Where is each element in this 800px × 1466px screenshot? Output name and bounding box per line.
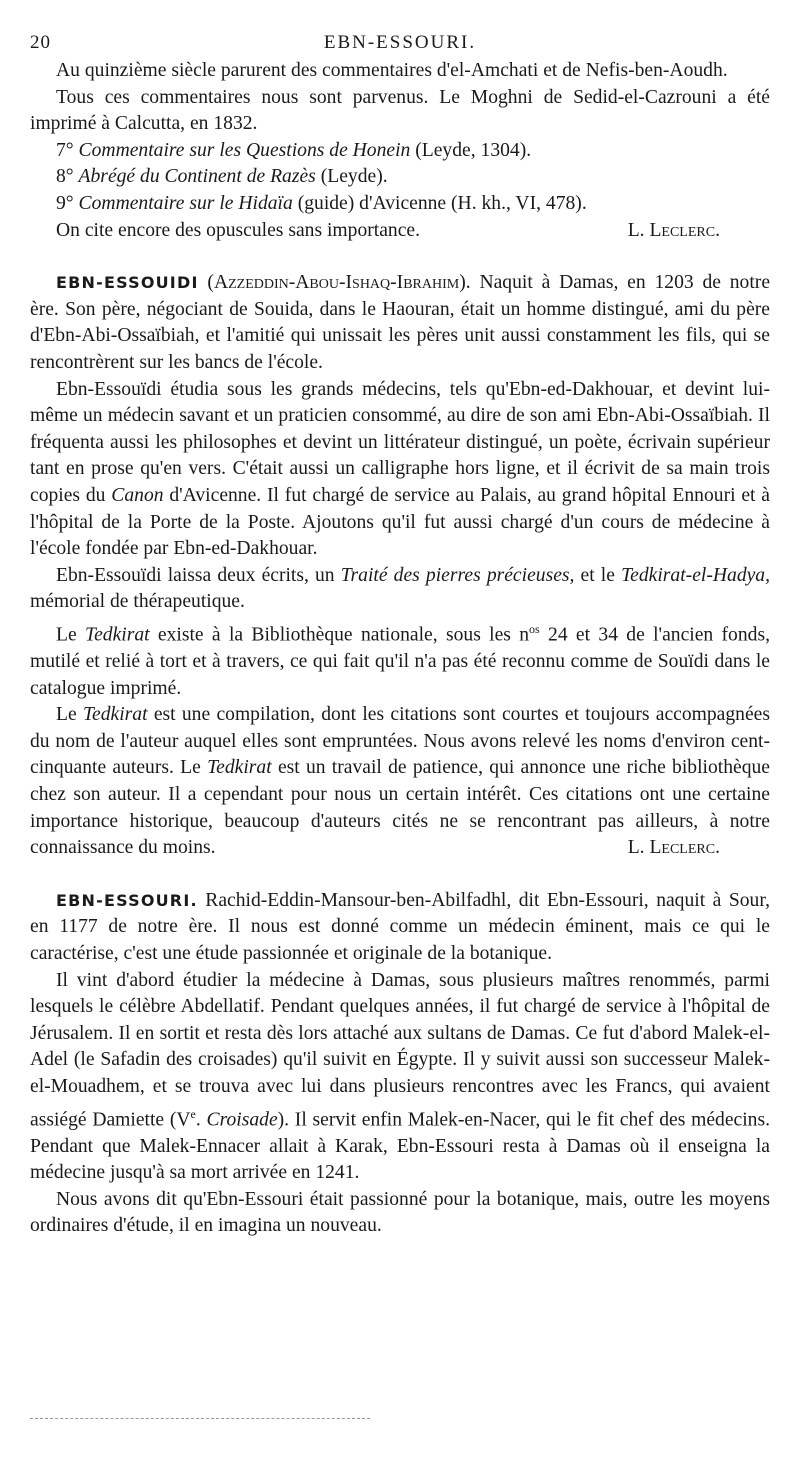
text-run: 24 et 34 de l'ancien fonds, mutilé et relié à tort et à travers, ce qui fait qu'il n'a pas été reconnu comme de Souïdi dans le catalogue imprimé. [30, 624, 770, 699]
paragraph [30, 968, 770, 1187]
superscript: e [190, 1106, 196, 1121]
paragraph: Rachid-Eddin-Mansour-ben-Abilfadhl, dit Ebn-Essouri, naquit à Sour, en 1177 de notre ère. Il nous est donné comme un médecin éminent, mais ce qui le caractérise, c'est une étude passionnée et originale de la botanique. [30, 889, 770, 964]
work-title: Commentaire sur le Hidaïa [78, 192, 293, 214]
closing-text: On cite encore des opuscules sans importance. [56, 219, 420, 241]
section-gap [30, 862, 770, 888]
entry-heading: EBN-ESSOUIDI [56, 273, 199, 293]
entry-full-name: (Azzeddin-Abou-Ishaq-Ibrahim). [207, 272, 471, 294]
author-signature: L. Leclerc. [627, 837, 720, 859]
section-gap [30, 244, 770, 270]
work-detail: (Leyde). [315, 166, 388, 188]
paragraph [30, 616, 770, 702]
work-detail: (Leyde, 1304). [410, 139, 532, 161]
italic-title: Croisade [206, 1109, 278, 1131]
closing-line [30, 218, 770, 245]
text-run: mémorial de thérapeutique. [30, 591, 245, 613]
text-run: . [195, 1109, 207, 1131]
italic-title: Tedkirat [84, 624, 150, 646]
paragraph: Au quinzième siècle parurent des commentaires d'el-Amchati et de Nefis-ben-Aoudh. [56, 60, 728, 81]
author-signature: L. Leclerc. [627, 219, 720, 241]
text-run: ). Il servit enfin Malek-en-Nacer, qui le fit chef des médecins. Pendant que Malek-Ennacer allait à Karak, Ebn-Essouri resta à Damas où il enseigna la médecine jusqu'à sa mort arrivée en 1241. [30, 1109, 770, 1184]
text-run: Ebn-Essouïdi étudia sous les grands médecins, tels qu'Ebn-ed-Dakhouar, et devint lui-même un médecin savant et un praticien consommé, au dire de son ami Ebn-Abi-Ossaïbiah. Il fréquenta aussi les philosophes et devint un littérateur distingué, un poète, écrivain supérieur tant en prose qu'en vers. C'était aussi un calligraphe hors ligne, et il écrivit de sa main trois copies du [30, 378, 770, 506]
entry-essouidi-intro [30, 270, 770, 376]
work-number: 8° [56, 166, 74, 188]
work-title: Abrégé du Continent de Razès [78, 166, 316, 188]
entry-essouri-intro [30, 888, 770, 968]
running-title: EBN-ESSOURI. [323, 32, 477, 53]
work-item [30, 138, 770, 165]
entry-heading: EBN-ESSOURI. [56, 890, 198, 910]
paragraph [30, 563, 770, 616]
work-number: 9° [56, 192, 74, 214]
text-run: est une compilation, dont les citations sont courtes et toujours accompagnées du nom de l'auteur auquel elles sont empruntées. Nous avons relevé les noms d'environ cent-cinquante auteurs. Le [30, 704, 770, 779]
work-title: Commentaire sur les Questions de Honein [78, 139, 411, 161]
text-run: et le [574, 564, 622, 586]
work-item [30, 164, 770, 191]
work-number: 7° [56, 139, 74, 161]
italic-title: Tedkirat-el-Hadya, [621, 564, 771, 586]
paragraph: Nous avons dit qu'Ebn-Essouri était passionné pour la botanique, mais, outre les moyens ordinaires d'étude, il en imagina un nouveau. [30, 1188, 770, 1237]
work-detail: (guide) d'Avicenne (H. kh., VI, 478). [292, 192, 587, 214]
text-run: Il vint d'abord étudier la médecine à Damas, sous plusieurs maîtres renommés, parmi lesquels le célèbre Abdellatif. Pendant quelques années, il fut chargé de service à l'hôpital de Jérusalem. Il en sortit et resta dès lors attaché aux sultans de Damas. Ce fut d'abord Malek-el-Adel (le Safadin des croisades) qu'il suivit en Égypte. Il y suivit aussi son successeur Malek-el-Mouadhem, et se trouva avec lui dans plusieurs rencontres avec les Francs, qui avaient assiégé Damiette (V [30, 969, 770, 1131]
italic-title: Traité des pierres précieuses, [340, 564, 575, 586]
running-header [30, 28, 770, 58]
superscript: os [529, 621, 540, 636]
paragraph [30, 702, 770, 862]
italic-title: Tedkirat [207, 757, 272, 779]
text-run: est un travail de patience, qui annonce une riche bibliothèque chez son auteur. Il a cependant pour nous un certain intérêt. Ces citations ont une certaine importance historique, beaucoup d'auteurs cités ne se rencontrant pas ailleurs, à notre connaissance du moins. [30, 757, 770, 859]
paragraph [30, 377, 770, 563]
italic-title: Tedkirat [82, 704, 148, 726]
paragraph: Naquit à Damas, en 1203 de notre ère. Son père, négociant de Souida, dans le Haouran, était un homme distingué, ami du père d'Ebn-Abi-Ossaïbiah, et l'amitié qui unissait les pères unit aussi constamment les fils, qui se rencontrèrent sur les bancs de l'école. [30, 272, 771, 373]
body-text [30, 58, 770, 1240]
text-run: Le [56, 704, 83, 726]
text-run: d'Avicenne. Il fut chargé de service au Palais, au grand hôpital Ennouri et à l'hôpital de la Porte de la Poste. Ajoutons qu'il fut aussi chargé d'un cours de médecine à l'école fondée par Ebn-ed-Dakhouar. [30, 484, 770, 560]
page-number: 20 [30, 32, 51, 53]
paragraph: Tous ces commentaires nous sont parvenus. Le Moghni de Sedid-el-Cazrouni a été imprimé à Calcutta, en 1832. [30, 86, 770, 135]
text-run: Le [56, 624, 85, 646]
work-item [30, 191, 770, 218]
book-page [30, 28, 770, 1240]
footer-rule [30, 1418, 370, 1419]
text-run: Ebn-Essouïdi laissa deux écrits, un [56, 564, 341, 586]
text-run: existe à la Bibliothèque nationale, sous les n [149, 624, 530, 646]
italic-title: Canon [111, 484, 164, 506]
